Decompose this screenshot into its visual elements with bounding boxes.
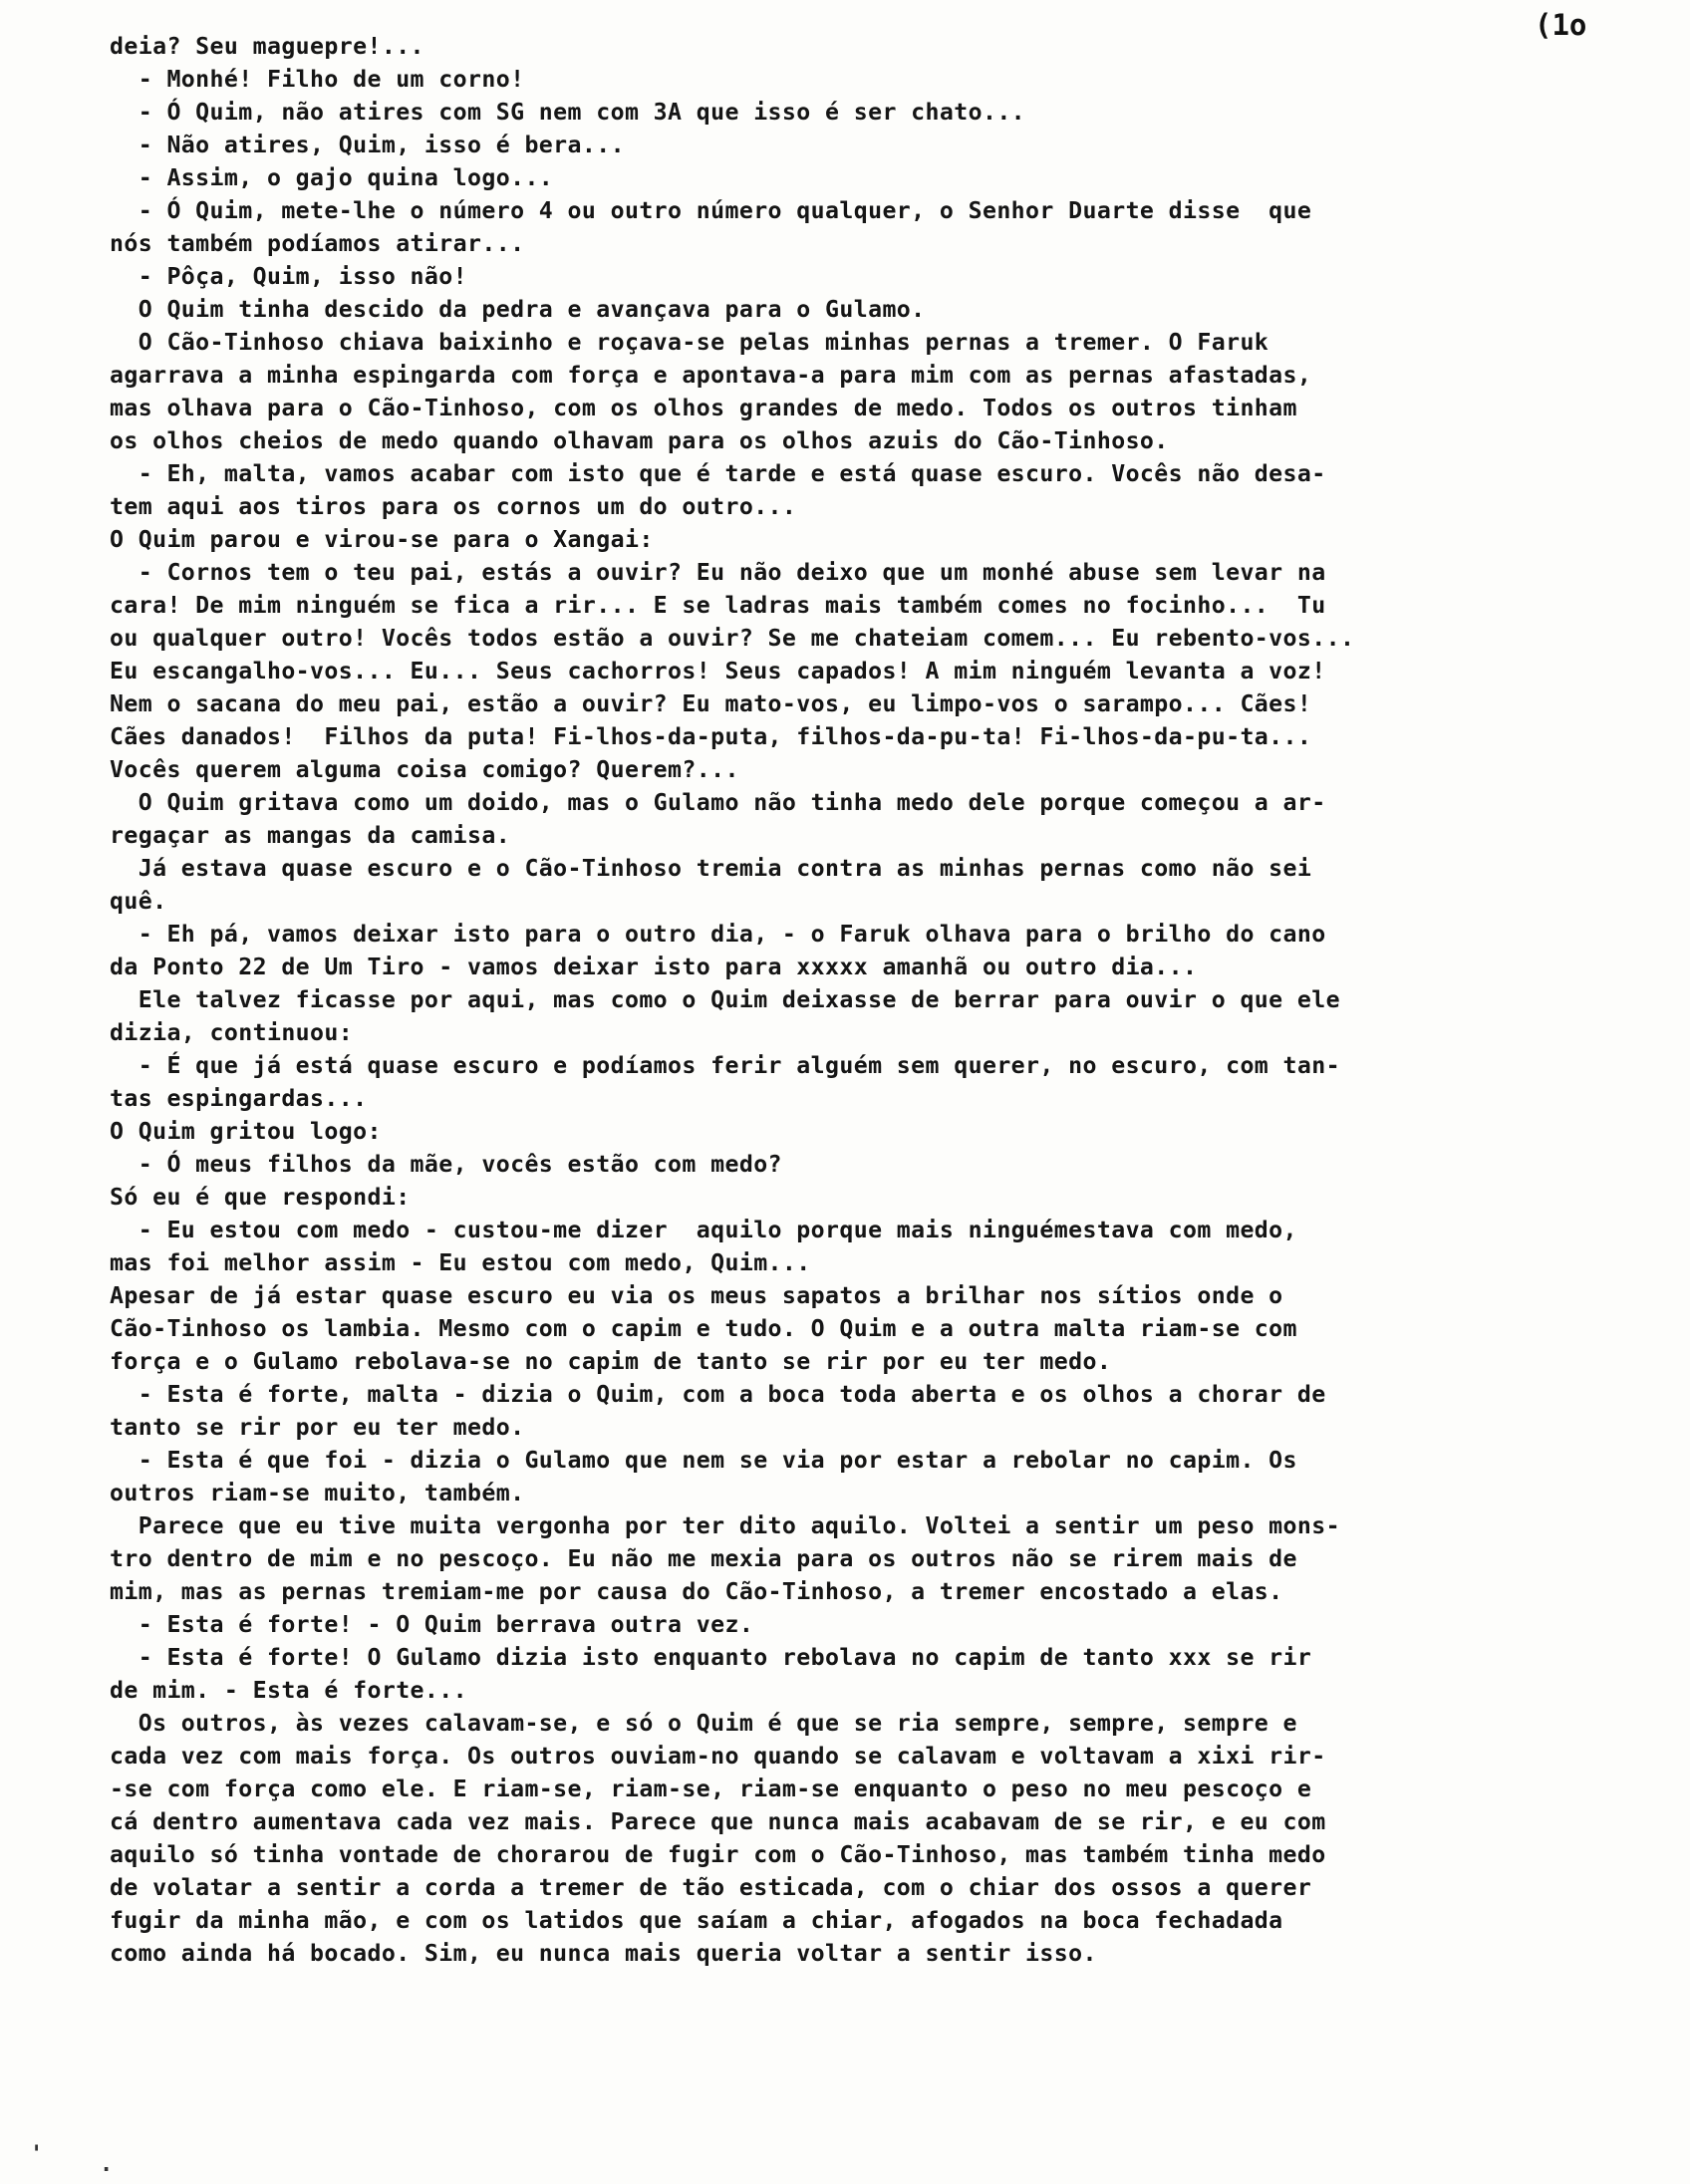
text-line: - Não atires, Quim, isso é bera... (110, 132, 625, 158)
text-line: Parece que eu tive muita vergonha por ter dito aquilo. Voltei a sentir um peso mons- (110, 1512, 1340, 1539)
text-line: tas espingardas... (110, 1085, 368, 1112)
text-line: O Quim parou e virou-se para o Xangai: (110, 526, 654, 553)
text-line: - Eu estou com medo - custou-me dizer aquilo porque mais ninguémestava com medo, (110, 1217, 1297, 1243)
text-line: deia? Seu magueрre!... (110, 33, 424, 60)
text-line: Cães danados! Filhos da puta! Fi-lhos-da-puta, filhos-da-pu-ta! Fi-lhos-da-pu-ta... (110, 723, 1312, 750)
text-line: mas olhava para o Cão-Tinhoso, com os olhos grandes de medo. Todos os outros tinham (110, 395, 1297, 421)
stray-mark: ' (30, 2142, 44, 2167)
text-line: tanto se rir por eu ter medo. (110, 1414, 525, 1441)
text-line: O Quim tinha descido da pedra e avançava para o Gulamo. (110, 296, 926, 323)
page-number: (1o (1535, 8, 1587, 42)
text-line: - Pôça, Quim, isso não! (110, 263, 468, 290)
text-line: Eu escangalho-vos... Eu... Seus cachorros! Seus capados! A mim ninguém levanta a voz! (110, 658, 1326, 684)
text-line: Só eu é que respondi: (110, 1184, 411, 1211)
text-line: O Quim gritava como um doido, mas o Gulamo não tinha medo dele porque começou a ar- (110, 789, 1326, 816)
text-line: regaçar as mangas da camisa. (110, 822, 511, 849)
text-line: - Monhé! Filho de um corno! (110, 66, 525, 93)
text-line: - É que já está quase escuro e podíamos ferir alguém sem querer, no escuro, com tan- (110, 1052, 1340, 1079)
text-line: Nem o sacana do meu pai, estão a ouvir? Eu mato-vos, eu limpo-vos o sarampo... Cães! (110, 690, 1312, 717)
text-line: da Ponto 22 de Um Tiro - vamos deixar isto para xxxxx amanhã ou outro dia... (110, 954, 1198, 980)
text-line: - Esta é que foi - dizia o Gulamo que nem se via por estar a rebolar no capim. Os (110, 1447, 1297, 1474)
text-line: outros riam-se muito, também. (110, 1480, 525, 1506)
text-line: aquilo só tinha vontade de chorarou de fugir com o Cão-Tinhoso, mas também tinha medo (110, 1841, 1326, 1868)
text-line: quê. (110, 888, 167, 915)
text-line: Cão-Tinhoso os lambia. Mesmo com o capim e tudo. O Quim e a outra malta riam-se com (110, 1315, 1297, 1342)
text-line: cara! De mim ninguém se fica a rir... E se ladras mais também comes no focinho... Tu (110, 592, 1326, 619)
text-line: mim, mas as pernas tremiam-me por causa do Cão-Tinhoso, a tremer encostado a elas. (110, 1578, 1283, 1605)
text-line: O Cão-Tinhoso chiava baixinho e roçava-se pelas minhas pernas a tremer. O Faruk (110, 329, 1269, 356)
text-line: - Esta é forte! - O Quim berrava outra vez. (110, 1611, 754, 1638)
stray-mark: . (100, 2152, 114, 2177)
text-line: - Esta é forte, malta - dizia o Quim, com a boca toda aberta e os olhos a chorar de (110, 1381, 1326, 1408)
text-line: Já estava quase escuro e o Cão-Tinhoso tremia contra as minhas pernas como não sei (110, 855, 1312, 882)
text-line: - Ó Quim, não atires com SG nem com 3A que isso é ser chato... (110, 99, 1026, 126)
text-line: mas foi melhor assim - Eu estou com medo, Quim... (110, 1249, 811, 1276)
text-line: força e o Gulamo rebolava-se no capim de tanto se rir por eu ter medo. (110, 1348, 1112, 1375)
text-line: como ainda há bocado. Sim, eu nunca mais queria voltar a sentir isso. (110, 1940, 1097, 1967)
text-line: cada vez com mais força. Os outros ouviam-no quando se calavam e voltavam a xixi rir- (110, 1743, 1326, 1770)
text-line: - Assim, o gajo quina logo... (110, 164, 554, 191)
text-line: Vocês querem alguma coisa comigo? Querem?... (110, 756, 739, 783)
text-line: -se com força como ele. E riam-se, riam-se, riam-se enquanto o peso no meu pescoço e (110, 1775, 1312, 1802)
text-line: Ele talvez ficasse por aqui, mas como o Quim deixasse de berrar para ouvir o que ele (110, 986, 1340, 1013)
text-line: agarrava a minha espingarda com força e apontava-a para mim com as pernas afastadas, (110, 362, 1312, 389)
text-line: dizia, continuou: (110, 1019, 354, 1046)
text-line: ou qualquer outro! Vocês todos estão a ouvir? Se me chateiam comem... Eu rebento-vos... (110, 625, 1355, 652)
text-line: Apesar de já estar quase escuro eu via os meus sapatos a brilhar nos sítios onde o (110, 1282, 1283, 1309)
body-text (110, 30, 1664, 1970)
text-line: - Esta é forte! O Gulamo dizia isto enquanto rebolava no capim de tanto xxx se rir (110, 1644, 1312, 1671)
text-line: - Ó Quim, mete-lhe o número 4 ou outro número qualquer, o Senhor Duarte disse que (110, 197, 1312, 224)
text-line: Os outros, às vezes calavam-se, e só o Quim é que se ria sempre, sempre, sempre e (110, 1710, 1297, 1737)
text-line: - Eh pá, vamos deixar isto para o outro dia, - o Faruk olhava para o brilho do cano (110, 921, 1326, 948)
text-line: - Cornos tem o teu pai, estás a ouvir? Eu não deixo que um monhé abuse sem levar na (110, 559, 1326, 586)
text-line: tro dentro de mim e no pescoço. Eu não me mexia para os outros não se rirem mais de (110, 1545, 1297, 1572)
text-line: tem aqui aos tiros para os cornos um do outro... (110, 493, 797, 520)
text-line: fugir da minha mão, e com os latidos que saíam a chiar, afogados na boca fechadada (110, 1907, 1283, 1934)
text-line: O Quim gritou logo: (110, 1118, 382, 1145)
text-line: nós também podíamos atirar... (110, 230, 525, 257)
text-line: de volatar a sentir a corda a tremer de tão esticada, com o chiar dos ossos a querer (110, 1874, 1312, 1901)
text-line: cá dentro aumentava cada vez mais. Parece que nunca mais acabavam de se rir, e eu com (110, 1808, 1326, 1835)
text-line: de mim. - Esta é forte... (110, 1677, 468, 1704)
text-line: - Ó meus filhos da mãe, vocês estão com medo? (110, 1151, 782, 1178)
text-line: os olhos cheios de medo quando olhavam para os olhos azuis do Cão-Tinhoso. (110, 427, 1169, 454)
text-line: - Eh, malta, vamos acabar com isto que é tarde e está quase escuro. Vocês não desa- (110, 460, 1326, 487)
